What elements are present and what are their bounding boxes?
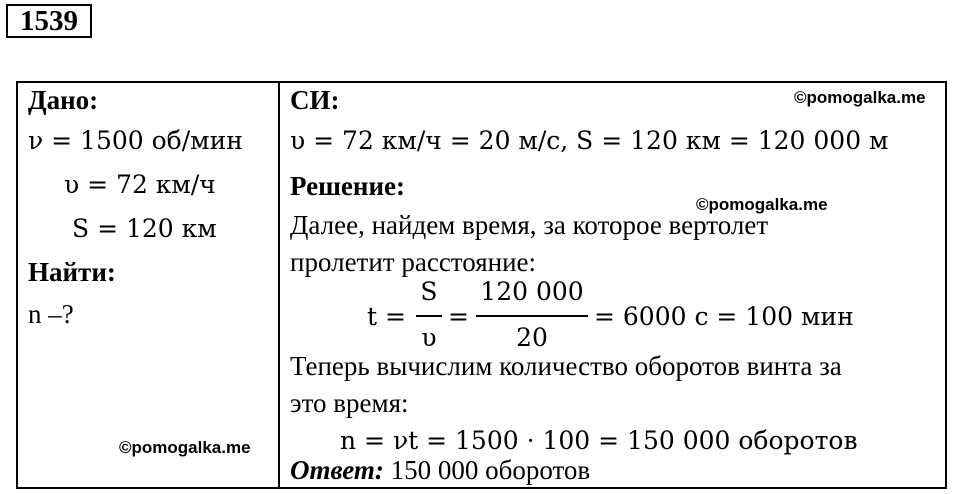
si-heading: СИ: [290,85,340,115]
solution-table [16,81,947,489]
fraction-speed-denominator: 20 [516,323,548,352]
formula-time-result: = 6000 с = 100 мин [594,302,854,331]
problem-number: 1539 [6,4,92,38]
solution-heading: Решение: [290,171,405,201]
given-distance: S = 120 км [72,214,217,243]
formula-time-lhs: t = [367,302,406,331]
formula-revolutions: n = νt = 1500 · 100 = 150 000 оборотов [340,426,858,455]
given-speed: υ = 72 км/ч [64,170,216,199]
fraction-v-denominator: υ [421,323,437,352]
column-divider [278,83,280,487]
fraction-bar-1 [416,315,442,317]
solution-text-4: это время: [290,388,409,418]
given-frequency: ν = 1500 об/мин [28,126,243,155]
solution-text-1: Далее, найдем время, за которое вертолет [290,210,769,240]
answer-line [290,455,590,486]
find-heading: Найти: [28,257,116,287]
si-conversion: υ = 72 км/ч = 20 м/с, S = 120 км = 120 000 м [290,126,889,155]
answer-label: Ответ: [290,455,384,485]
solution-text-3: Теперь вычислим количество оборотов винта за [290,351,842,381]
watermark-top-right: ©pomogalka.me [794,88,926,107]
answer-value: 150 000 оборотов [390,455,591,485]
watermark-left: ©pomogalka.me [119,438,251,457]
formula-time-equals: = [448,302,469,331]
fraction-distance-numerator: 120 000 [480,277,584,306]
given-heading: Дано: [28,85,99,115]
find-unknown: n –? [28,299,74,329]
solution-text-2: пролетит расстояние: [290,247,537,277]
fraction-s-numerator: S [420,277,438,306]
fraction-bar-2 [476,315,588,317]
watermark-middle: ©pomogalka.me [696,195,828,214]
